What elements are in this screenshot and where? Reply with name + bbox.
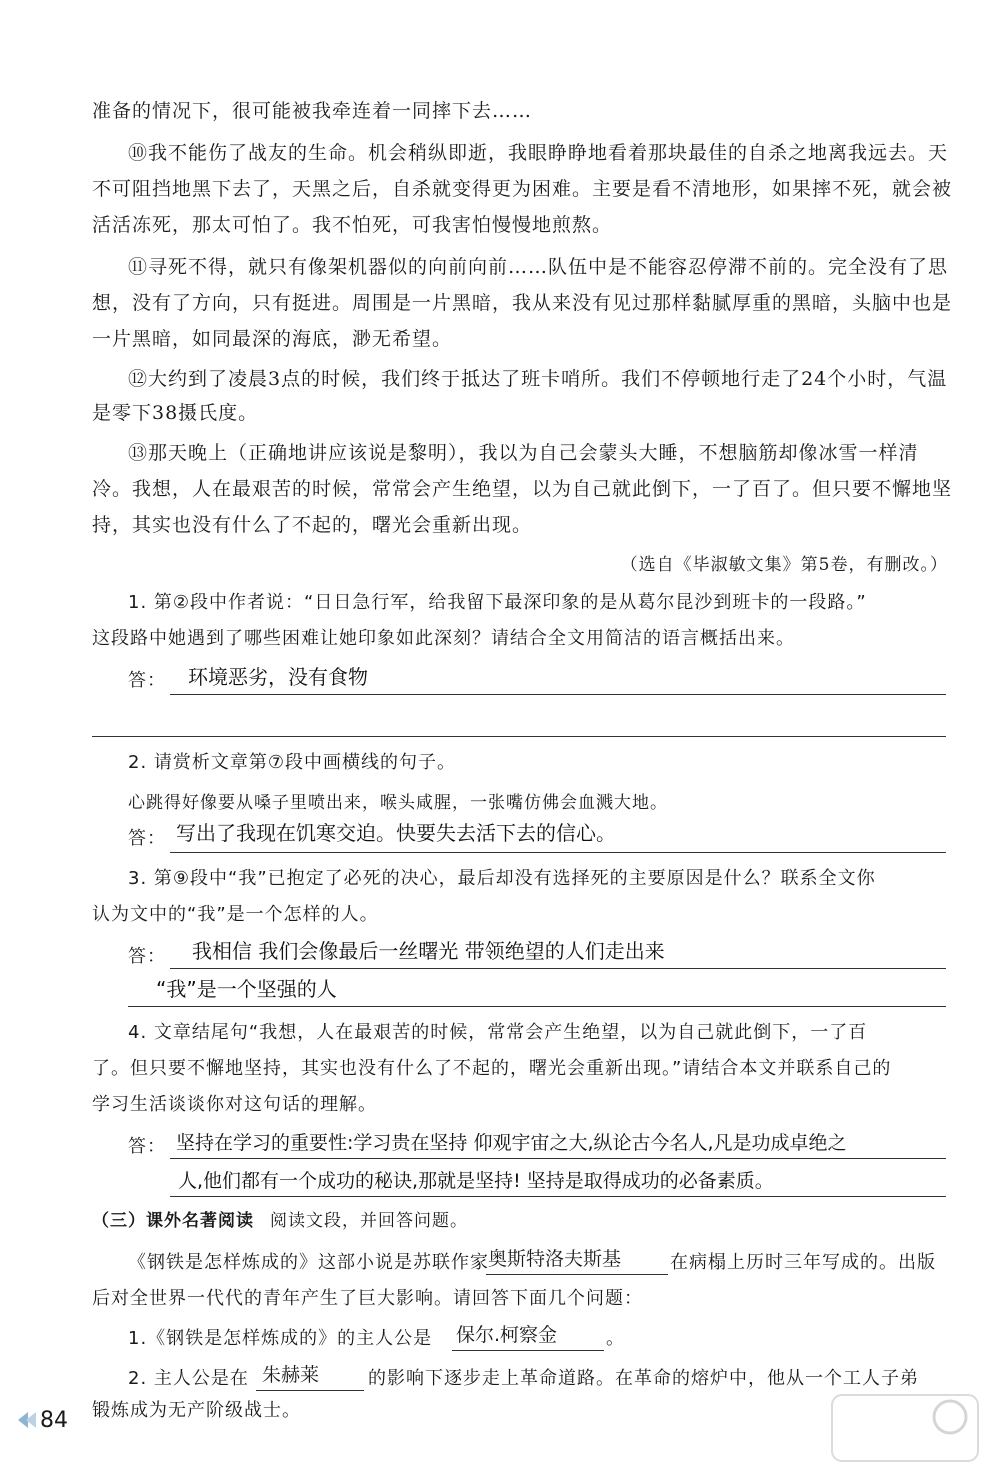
answer-line — [170, 694, 946, 695]
passage-line: 是零下38摄氏度。 — [92, 402, 259, 424]
answer-label: 答： — [128, 946, 166, 967]
intro-text: 《钢铁是怎样炼成的》这部小说是苏联作家 — [128, 1252, 489, 1273]
answer-line — [128, 1006, 946, 1007]
passage-line: ⑩我不能伤了战友的生命。机会稍纵即逝，我眼睁睁地看着那块最佳的自杀之地离我远去。天 — [128, 142, 949, 164]
answer-line — [170, 852, 946, 853]
passage-line: 活活冻死，那太可怕了。我不怕死，可我害怕慢慢地煎熬。 — [92, 214, 613, 236]
handwritten-answer: 写出了我现在饥寒交迫。快要失去活下去的信心。 — [176, 821, 616, 845]
handwritten-answer: 奥斯特洛夫斯基 — [488, 1248, 622, 1270]
passage-line: 持，其实也没有什么了不起的，曙光会重新出现。 — [92, 514, 533, 536]
passage-line: ⑪寻死不得，就只有像架机器似的向前向前……队伍中是不能容忍停滞不前的。完全没有了思 — [128, 256, 949, 278]
question-2: 2. 请赏析文章第⑦段中画横线的句子。 — [128, 752, 457, 773]
sub-question-2: 的影响下逐步走上革命道路。在革命的熔炉中，他从一个工人子弟 — [368, 1368, 919, 1389]
question-4-line: 学习生活谈谈你对这句话的理解。 — [92, 1094, 377, 1115]
answer-label: 答： — [128, 670, 166, 691]
answer-line — [170, 1158, 946, 1159]
handwritten-answer: 我相信 我们会像最后一丝曙光 带领绝望的人们走出来 — [192, 939, 665, 963]
answer-line — [170, 1196, 946, 1197]
passage-line: 一片黑暗，如同最深的海底，渺无希望。 — [92, 328, 453, 350]
question-4-line: 了。但只要不懈地坚持，其实也没有什么了不起的，曙光会重新出现。”请结合本文并联系自己的 — [92, 1058, 892, 1079]
answer-line — [92, 736, 946, 737]
passage-line: 冷。我想，人在最艰苦的时候，常常会产生绝望，以为自己就此倒下，一了百了。但只要不懈地坚 — [92, 478, 953, 500]
question-4-line: 4. 文章结尾句“我想，人在最艰苦的时候，常常会产生绝望，以为自己就此倒下，一了百 — [128, 1022, 868, 1043]
section-heading: （三）课外名著阅读 — [92, 1211, 254, 1231]
handwritten-answer: 朱赫莱 — [262, 1364, 320, 1386]
handwritten-answer: 环境恶劣，没有食物 — [188, 665, 368, 689]
passage-line: 想，没有了方向，只有挺进。周围是一片黑暗，我从来没有见过那样黏腻厚重的黑暗，头脑中也是 — [92, 292, 953, 314]
question-3-line: 3. 第⑨段中“我”已抱定了必死的决心，最后却没有选择死的主要原因是什么？联系全文你 — [128, 868, 876, 889]
handwritten-answer: 坚持在学习的重要性:学习贵在坚持 仰观宇宙之大,纵论古今名人,凡是功成卓绝之 — [176, 1132, 847, 1154]
sub-question-1: 1.《钢铁是怎样炼成的》的主人公是 — [128, 1328, 433, 1349]
page-corner-icon — [18, 1412, 38, 1428]
sub-question-1-end: 。 — [606, 1328, 625, 1349]
answer-label: 答： — [128, 828, 166, 849]
handwritten-answer: 人,他们都有一个成功的秘诀,那就是坚持! 坚持是取得成功的必备素质。 — [178, 1170, 774, 1192]
passage-line: ⑫大约到了凌晨3点的时候，我们终于抵达了班卡哨所。我们不停顿地行走了24个小时，气温 — [128, 368, 948, 390]
sub-question-2: 锻炼成为无产阶级战士。 — [92, 1400, 301, 1421]
question-3-line: 认为文中的“我”是一个怎样的人。 — [92, 904, 379, 925]
intro-text: 在病榻上历时三年写成的。出版 — [670, 1252, 936, 1273]
answer-line — [170, 968, 946, 969]
blank-line — [486, 1274, 668, 1275]
passage-line: 准备的情况下，很可能被我牵连着一同摔下去…… — [92, 100, 533, 122]
passage-line: ⑬那天晚上（正确地讲应该说是黎明），我以为自己会蒙头大睡，不想脑筋却像冰雪一样清 — [128, 442, 919, 464]
page-number: 84 — [40, 1408, 68, 1433]
blank-line — [256, 1390, 364, 1391]
intro-text: 后对全世界一代代的青年产生了巨大影响。请回答下面几个问题： — [92, 1288, 643, 1309]
passage-line: 不可阻挡地黑下去了，天黑之后，自杀就变得更为困难。主要是看不清地形，如果摔不死，就会被 — [92, 178, 953, 200]
question-1-line: 1. 第②段中作者说：“日日急行军，给我留下最深印象的是从葛尔昆沙到班卡的一段路。” — [128, 592, 867, 613]
sub-question-2: 2. 主人公是在 — [128, 1368, 249, 1389]
blank-line — [452, 1350, 604, 1351]
source-citation: （选自《毕淑敏文集》第5卷，有删改。） — [620, 555, 948, 575]
watermark-logo — [830, 1393, 980, 1463]
section-instruction: 阅读文段，并回答问题。 — [270, 1211, 468, 1231]
handwritten-answer: “我”是一个坚强的人 — [156, 977, 337, 1001]
answer-label: 答： — [128, 1136, 166, 1157]
underlined-quote: 心跳得好像要从嗓子里喷出来，喉头咸腥，一张嘴仿佛会血溅大地。 — [128, 793, 668, 813]
handwritten-answer: 保尔.柯察金 — [456, 1324, 558, 1346]
question-1-line: 这段路中她遇到了哪些困难让她印象如此深刻？请结合全文用简洁的语言概括出来。 — [92, 628, 795, 649]
